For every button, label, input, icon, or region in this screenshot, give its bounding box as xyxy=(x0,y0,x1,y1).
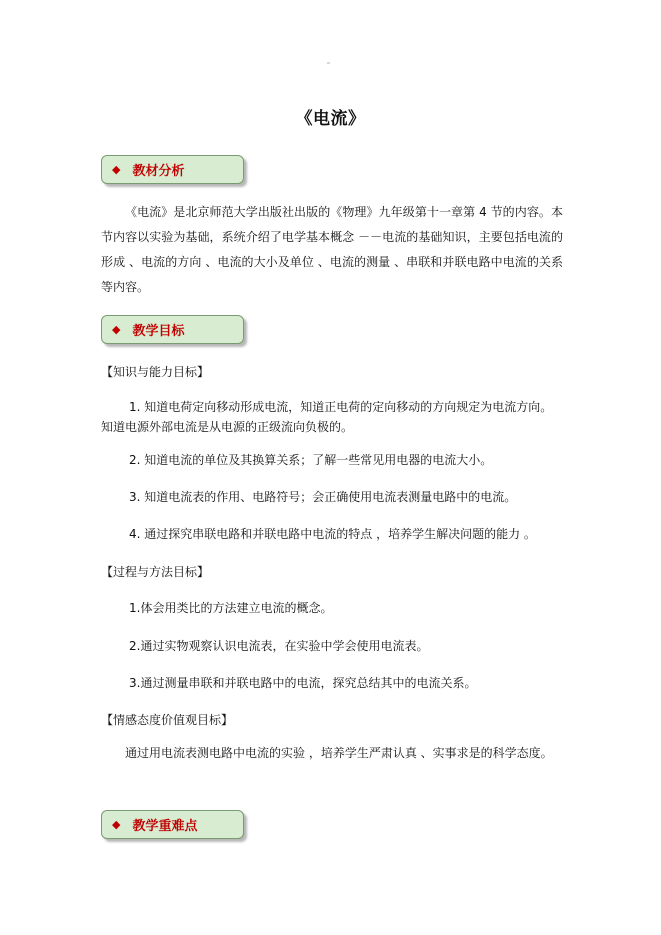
diamond-icon: ◆ xyxy=(112,163,121,176)
process-item-3: 3.通过测量串联和并联电路中的电流，探究总结其中的电流关系。 xyxy=(129,676,477,690)
section-header-objectives xyxy=(101,315,244,344)
process-item-1: 1.体会用类比的方法建立电流的概念。 xyxy=(129,601,333,615)
emotion-paragraph: 通过用电流表测电路中电流的实验 ，培养学生严肃认真 、实事求是的科学态度。 xyxy=(125,746,553,760)
section-header-analysis xyxy=(101,155,244,184)
page-title: 《电流》 xyxy=(295,109,366,129)
diamond-icon: ◆ xyxy=(112,323,121,336)
analysis-paragraph: 《电流》是北京师范大学出版社出版的《物理》九年级第十一章第 4 节的内容。本节内容以实验为基础，系统介绍了电学基本概念 －－电流的基础知识，主要包括电流的形成 、电流的方向 、电流的大小及单位 、电流的测量 、串联和并联电路中电流的关系等内容。 xyxy=(101,205,563,294)
section-header-keypoints xyxy=(101,810,244,839)
section-label-objectives: 教学目标 xyxy=(132,324,185,339)
emotion-heading: 【情感态度价值观目标】 xyxy=(101,713,234,727)
process-heading: 【过程与方法目标】 xyxy=(101,565,210,579)
section-label-keypoints: 教学重难点 xyxy=(132,819,198,834)
section-label-analysis: 教材分析 xyxy=(132,164,185,179)
process-item-2: 2.通过实物观察认识电流表，在实验中学会使用电流表。 xyxy=(129,639,429,653)
knowledge-item-2: 2. 知道电流的单位及其换算关系；了解一些常见用电器的电流大小。 xyxy=(129,453,493,467)
decorative-dot xyxy=(327,62,330,64)
knowledge-item-3: 3. 知道电流表的作用、电路符号；会正确使用电流表测量电路中的电流。 xyxy=(129,490,517,504)
diamond-icon: ◆ xyxy=(112,818,121,831)
knowledge-item-4: 4. 通过探究串联电路和并联电路中电流的特点 ，培养学生解决问题的能力 。 xyxy=(129,527,536,541)
knowledge-heading: 【知识与能力目标】 xyxy=(101,365,210,379)
knowledge-item-1: 1. 知道电荷定向移动形成电流，知道正电荷的定向移动的方向规定为电流方向。知道电源外部电流是从电源的正级流向负极的。 xyxy=(101,400,553,434)
